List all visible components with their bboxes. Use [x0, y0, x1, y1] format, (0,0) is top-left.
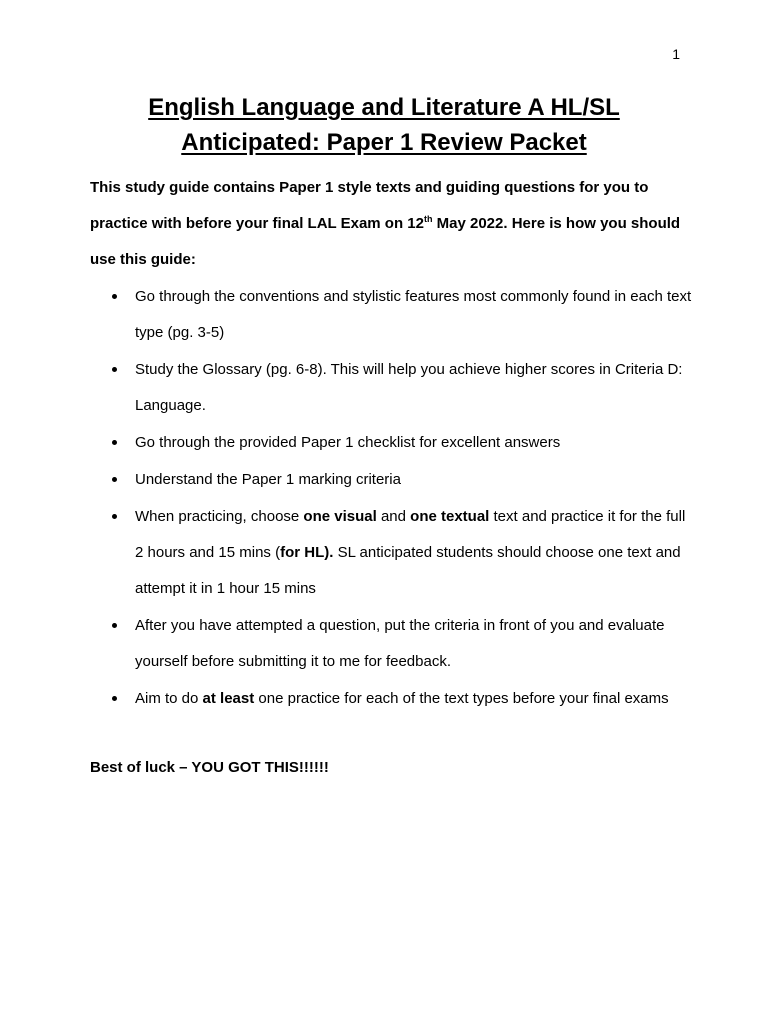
intro-paragraph: [90, 170, 690, 278]
list-item: [112, 425, 692, 461]
list-item-text: SL anticipated students should choose one text and attempt it in 1 hour 15 mins: [135, 544, 681, 597]
page-number: 1: [672, 46, 680, 62]
bullet-icon: [112, 294, 117, 299]
list-item: [112, 499, 692, 607]
intro-text-part1: This study guide contains Paper 1 style texts and guiding questions for you to practice with before your final LAL Exam on 12: [90, 179, 649, 232]
bullet-icon: [112, 623, 117, 628]
bold-text: one visual: [303, 508, 377, 525]
bullet-icon: [112, 696, 117, 701]
list-item-text: Understand the Paper 1 marking criteria: [135, 471, 401, 488]
bullet-icon: [112, 514, 117, 519]
list-item: [112, 608, 692, 680]
list-item: [112, 279, 692, 351]
list-item-text: Aim to do: [135, 690, 203, 707]
instruction-list: [112, 279, 692, 718]
bullet-icon: [112, 367, 117, 372]
title-line-2: Anticipated: Paper 1 Review Packet: [181, 129, 587, 156]
intro-text-part2: May 2022. Here is how you should use this guide:: [90, 215, 681, 268]
bold-text: one textual: [410, 508, 490, 525]
list-item-text: one practice for each of the text types before your final exams: [254, 690, 669, 707]
list-item-text: and: [376, 508, 411, 525]
list-item-text: When practicing, choose: [135, 508, 304, 525]
bullet-icon: [112, 440, 117, 445]
list-item-text: text and practice it for the full 2 hours and 15 mins (: [135, 508, 686, 561]
list-item: [112, 352, 692, 424]
list-item-text: Study the Glossary (pg. 6-8). This will help you achieve higher scores in Criteria D: Language.: [135, 361, 683, 414]
closing-line: Best of luck – YOU GOT THIS!!!!!!: [90, 759, 329, 776]
bold-text: at least: [202, 690, 255, 707]
title-line-1: English Language and Literature A HL/SL: [148, 94, 620, 121]
list-item-text: After you have attempted a question, put the criteria in front of you and evaluate yourself before submitting it to me for feedback.: [135, 617, 665, 670]
list-item-text: Go through the conventions and stylistic features most commonly found in each text type (pg. 3-5): [135, 288, 692, 341]
bullet-icon: [112, 477, 117, 482]
list-item: [112, 681, 692, 717]
bold-text: for HL).: [280, 544, 334, 561]
page-title: [60, 90, 708, 160]
intro-superscript: th: [423, 214, 433, 224]
list-item: [112, 462, 692, 498]
list-item-text: Go through the provided Paper 1 checklist for excellent answers: [135, 434, 561, 451]
